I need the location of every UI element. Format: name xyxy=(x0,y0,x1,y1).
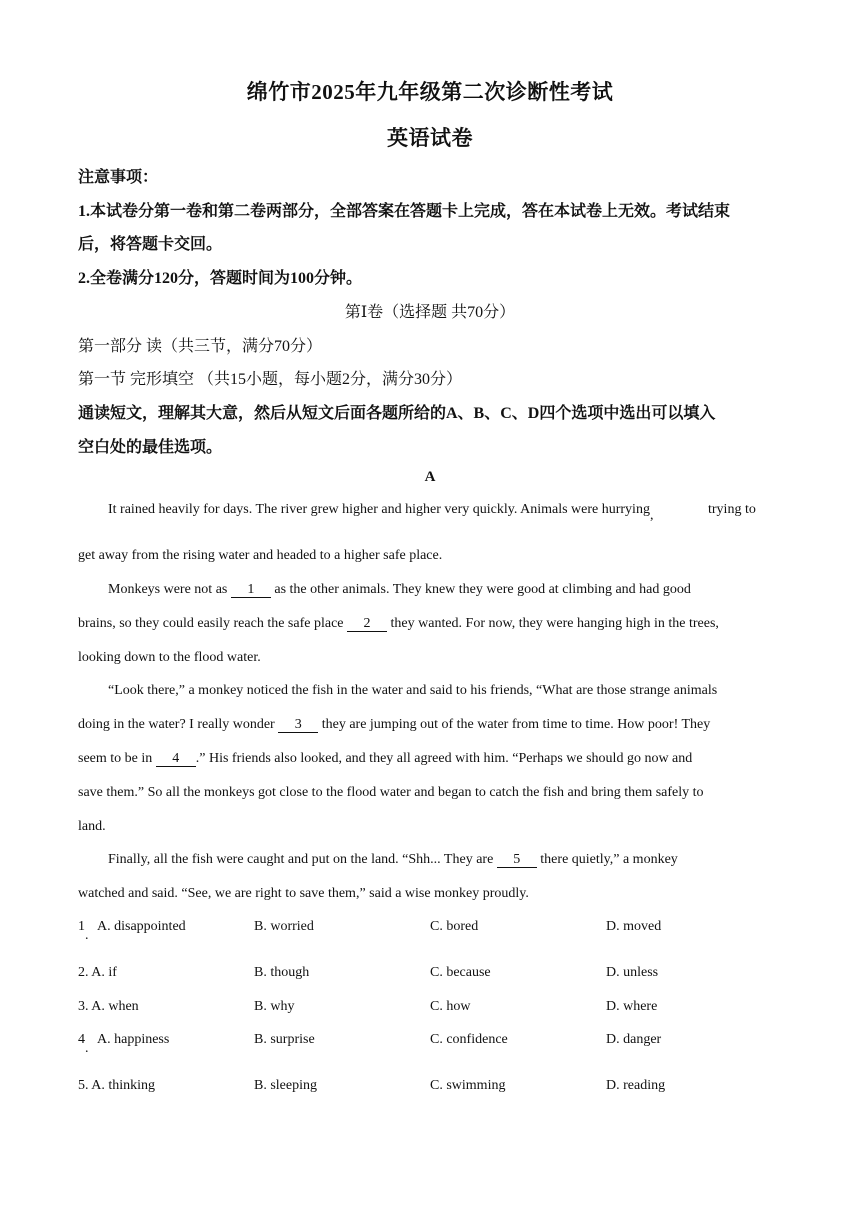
notice-line-1a: 1.本试卷分第一卷和第二卷两部分，全部答案在答题卡上完成，答在本试卷上无效。考试结束 xyxy=(78,203,731,220)
passage-line-6: “Look there,” a monkey noticed the fish in the water and said to his friends, “What are those strange animals xyxy=(108,683,718,698)
question-1-option-a[interactable]: A. disappointed xyxy=(97,919,186,934)
passage-comma: , xyxy=(649,508,654,523)
notice-line-1b: 后，将答题卡交回。 xyxy=(78,236,223,253)
passage-text: they are jumping out of the water from time to time. How poor! They xyxy=(321,717,711,732)
passage-line-5: looking down to the flood water. xyxy=(78,650,261,665)
passage-text: seem to be in xyxy=(78,751,153,766)
question-5-option-a[interactable]: 5. A. thinking xyxy=(78,1078,156,1093)
question-1-dot: . xyxy=(85,928,89,943)
volume-heading: 第Ⅰ卷（选择题 共70分） xyxy=(344,304,516,321)
directions-line-b: 空白处的最佳选项。 xyxy=(78,439,223,456)
question-3-option-b[interactable]: B. why xyxy=(254,999,295,1014)
passage-text: Finally, all the fish were caught and put on the land. “Shh... They are xyxy=(108,852,494,867)
passage-text: doing in the water? I really wonder xyxy=(78,717,275,732)
question-4-option-c[interactable]: C. confidence xyxy=(430,1032,508,1047)
subsection-heading: 第一节 完形填空 （共15小题，每小题2分，满分30分） xyxy=(78,371,463,388)
question-3-option-c[interactable]: C. how xyxy=(430,999,471,1014)
notice-heading: 注意事项： xyxy=(78,169,159,186)
exam-title: 绵竹市2025年九年级第二次诊断性考试 xyxy=(246,80,614,104)
passage-line-1 xyxy=(108,502,654,523)
passage-label: A xyxy=(424,469,436,485)
question-2-option-b[interactable]: B. though xyxy=(254,965,310,980)
question-1-option-d[interactable]: D. moved xyxy=(606,919,662,934)
question-2-option-a[interactable]: 2. A. if xyxy=(78,965,117,980)
passage-line-9: save them.” So all the monkeys got close to the flood water and began to catch the fish and bring them safely to xyxy=(78,785,704,800)
blank-2: 2 xyxy=(347,616,387,632)
question-4-option-a[interactable]: A. happiness xyxy=(97,1032,170,1047)
passage-line-12: watched and said. “See, we are right to save them,” said a wise monkey proudly. xyxy=(78,886,529,901)
passage-text: they wanted. For now, they were hanging high in the trees, xyxy=(390,616,719,631)
question-1-option-c[interactable]: C. bored xyxy=(430,919,479,934)
question-3-option-a[interactable]: 3. A. when xyxy=(78,999,139,1014)
passage-line-4 xyxy=(78,616,719,632)
passage-line-7 xyxy=(78,717,710,733)
question-4-option-b[interactable]: B. surprise xyxy=(254,1032,315,1047)
directions-line-a: 通读短文，理解其大意，然后从短文后面各题所给的A、B、C、D四个选项中选出可以填入 xyxy=(78,405,716,422)
blank-3: 3 xyxy=(278,717,318,733)
blank-5: 5 xyxy=(497,852,537,868)
question-5-option-b[interactable]: B. sleeping xyxy=(254,1078,317,1093)
question-2-option-c[interactable]: C. because xyxy=(430,965,491,980)
passage-line-1-end: trying to xyxy=(708,502,756,517)
part-heading: 第一部分 读（共三节，满分70分） xyxy=(78,338,323,355)
passage-line-11 xyxy=(108,852,678,868)
passage-text: Monkeys were not as xyxy=(108,582,228,597)
question-4-option-d[interactable]: D. danger xyxy=(606,1032,662,1047)
passage-line-8 xyxy=(78,751,692,767)
question-4-dot: . xyxy=(85,1041,89,1056)
blank-1: 1 xyxy=(231,582,271,598)
exam-subtitle: 英语试卷 xyxy=(387,126,473,150)
passage-text: It rained heavily for days. The river grew higher and higher very quickly. Animals were hurrying xyxy=(108,502,650,517)
notice-line-2: 2.全卷满分120分，答题时间为100分钟。 xyxy=(78,270,363,287)
question-3-option-d[interactable]: D. where xyxy=(606,999,658,1014)
question-5-option-c[interactable]: C. swimming xyxy=(430,1078,506,1093)
question-5-option-d[interactable]: D. reading xyxy=(606,1078,666,1093)
passage-text: .” His friends also looked, and they all agreed with him. “Perhaps we should go now and xyxy=(195,751,693,766)
passage-text: brains, so they could easily reach the safe place xyxy=(78,616,344,631)
passage-line-2: get away from the rising water and headed to a higher safe place. xyxy=(78,548,443,563)
blank-4: 4 xyxy=(156,751,196,767)
question-1-number: 1 xyxy=(78,919,85,934)
question-2-option-d[interactable]: D. unless xyxy=(606,965,659,980)
passage-line-3 xyxy=(108,582,691,598)
question-4-number: 4 xyxy=(78,1032,85,1047)
question-1-option-b[interactable]: B. worried xyxy=(254,919,314,934)
passage-line-10: land. xyxy=(78,819,106,834)
passage-text: there quietly,” a monkey xyxy=(540,852,678,867)
passage-text: as the other animals. They knew they were good at climbing and had good xyxy=(274,582,691,597)
